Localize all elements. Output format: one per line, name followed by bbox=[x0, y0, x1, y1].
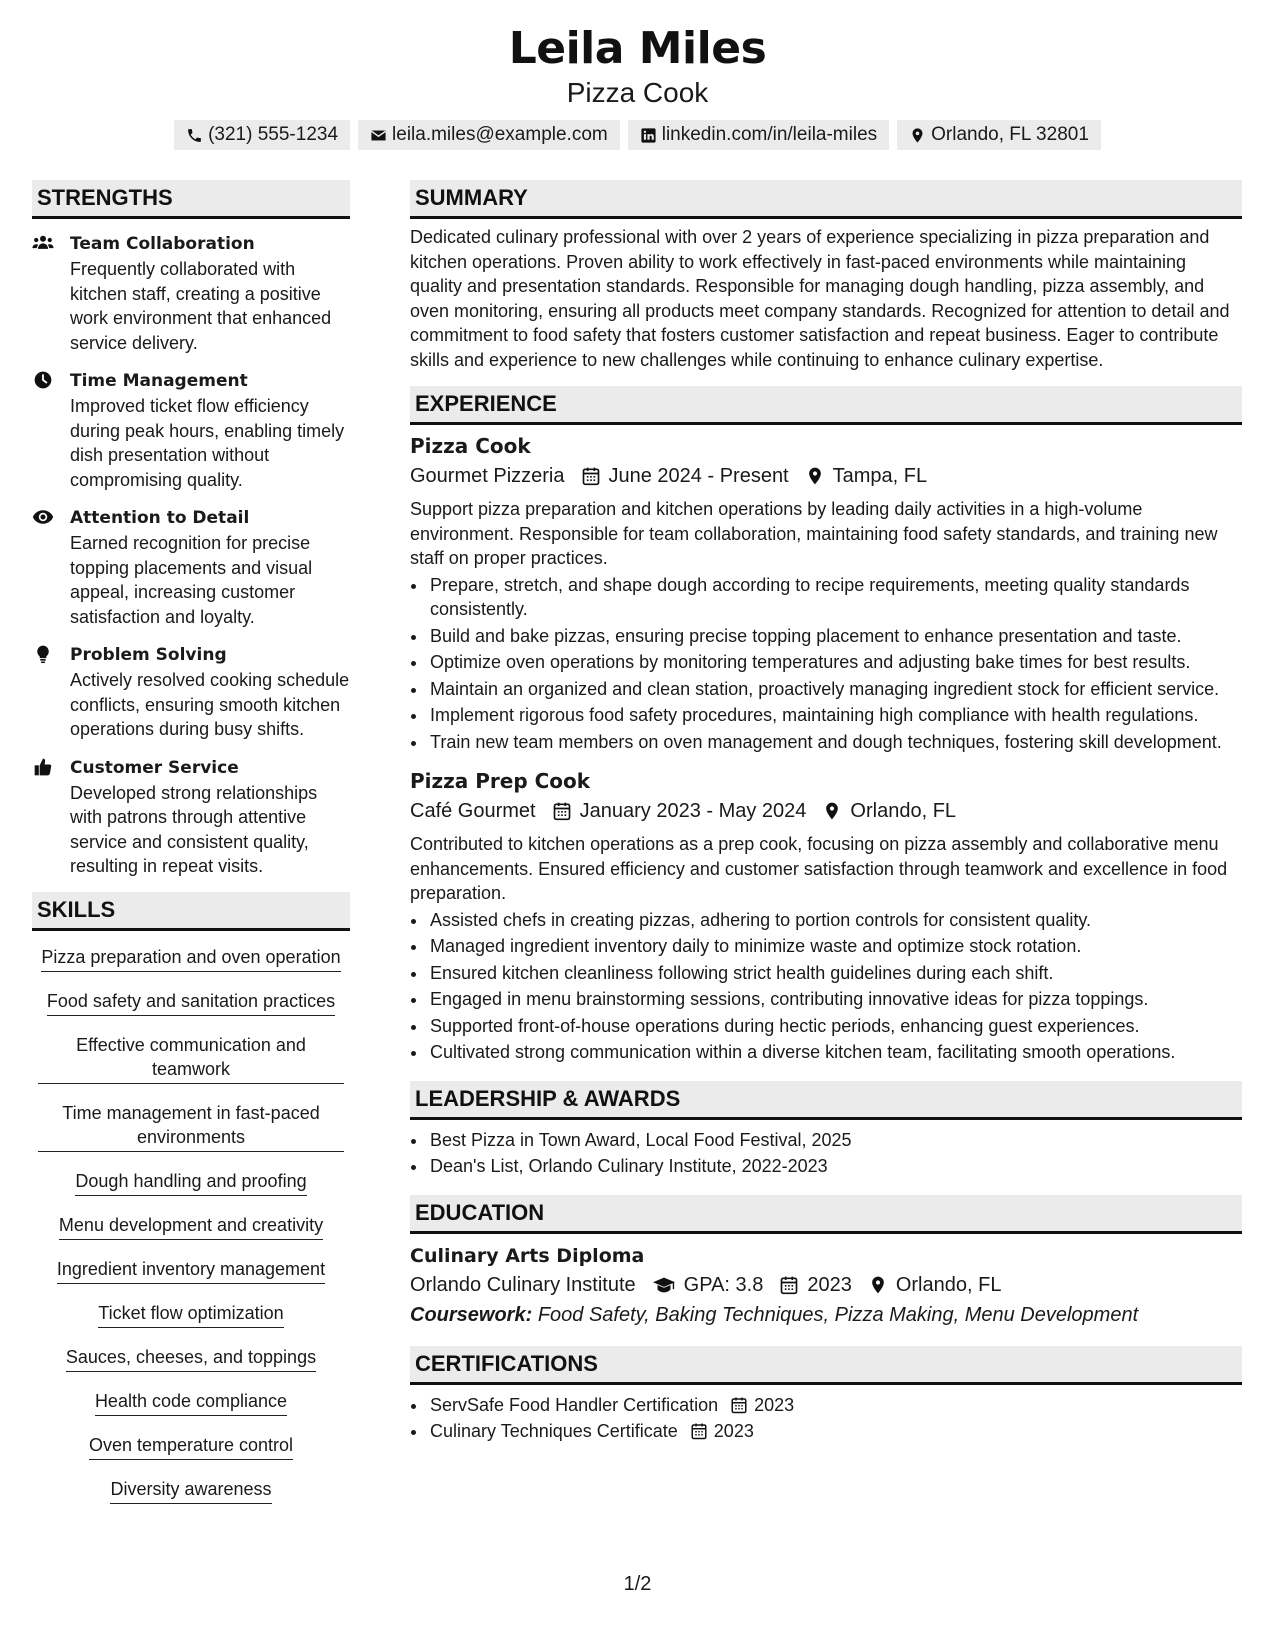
job-dates: January 2023 - May 2024 bbox=[579, 800, 807, 822]
skill-item: Menu development and creativity bbox=[59, 1213, 323, 1240]
skill-item: Pizza preparation and oven operation bbox=[41, 945, 340, 972]
education-heading: EDUCATION bbox=[410, 1195, 1242, 1234]
clock-icon bbox=[32, 370, 54, 390]
page-number: 1/2 bbox=[623, 1573, 652, 1595]
calendar-icon bbox=[581, 466, 601, 486]
phone-chip[interactable] bbox=[174, 120, 350, 150]
strength-item bbox=[32, 505, 350, 629]
certification-name: • ServSafe Food Handler Certification bbox=[430, 1394, 719, 1415]
resume-header bbox=[0, 22, 1275, 150]
strength-desc: Earned recognition for precise topping placements and visual appeal, increasing customer satisfaction and loyalty. bbox=[70, 533, 313, 627]
award-item: • Dean's List, Orlando Culinary Institute, 2022-2023 bbox=[428, 1154, 1242, 1179]
strength-desc: Improved ticket flow efficiency during peak hours, enabling timely dish presentation without compromising quality. bbox=[70, 396, 345, 490]
certification-name: • Culinary Techniques Certificate bbox=[430, 1421, 678, 1441]
linkedin-text: linkedin.com/in/leila-miles bbox=[661, 124, 878, 145]
job-description: Support pizza preparation and kitchen operations by leading daily activities in a high-volume environment. Responsible for team collaboration, maintaining food safety standards, and training new staff on proper practices. bbox=[410, 499, 1218, 568]
job-dates: June 2024 - Present bbox=[608, 465, 789, 487]
job-bullets bbox=[428, 573, 1242, 755]
skill-item: Time management in fast-paced environments bbox=[38, 1101, 344, 1152]
calendar-icon bbox=[730, 1396, 748, 1414]
map-pin-icon bbox=[822, 801, 842, 821]
job-bullet: • Build and bake pizzas, ensuring precise topping placement to enhance presentation and taste. bbox=[428, 624, 1242, 649]
candidate-role: Pizza Cook bbox=[566, 77, 709, 108]
coursework-label: Coursework: bbox=[410, 1303, 533, 1326]
lightbulb-icon bbox=[32, 644, 54, 664]
award-item: • Best Pizza in Town Award, Local Food Festival, 2025 bbox=[428, 1128, 1242, 1153]
skill-item: Health code compliance bbox=[95, 1389, 287, 1416]
phone-text: (321) 555-1234 bbox=[208, 124, 339, 145]
location-chip bbox=[897, 120, 1101, 150]
skill-item: Effective communication and teamwork bbox=[38, 1033, 344, 1084]
map-pin-icon bbox=[868, 1275, 888, 1295]
job-meta bbox=[410, 796, 1242, 826]
strength-item bbox=[32, 231, 350, 355]
skills-list bbox=[32, 945, 350, 1521]
job-bullet: • Supported front-of-house operations during hectic periods, enhancing guest experiences. bbox=[428, 1014, 1242, 1039]
certification-year: 2023 bbox=[754, 1394, 795, 1415]
job-bullet: • Optimize oven operations by monitoring temperatures and adjusting bake times for best results. bbox=[428, 650, 1242, 675]
summary-text: Dedicated culinary professional with over 2 years of experience specializing in pizza preparation and kitchen operations. Proven ability to work effectively in fast-paced environments while maintaining quality and presentation standards. Responsible for managing dough handling, pizza assembly, and oven monitoring, ensuring all products meet company standards. Recognized for attention to detail and commitment to food safety that fosters customer satisfaction and repeat business. Eager to contribute skills and experience to new challenges while continuing to enhance culinary expertise. bbox=[410, 227, 1230, 370]
certification-year: 2023 bbox=[713, 1421, 754, 1441]
skill-item: Ingredient inventory management bbox=[57, 1257, 325, 1284]
phone-icon bbox=[186, 127, 203, 144]
skill-item: Dough handling and proofing bbox=[75, 1169, 306, 1196]
graduation-cap-icon bbox=[652, 1275, 676, 1295]
strengths-list bbox=[32, 231, 350, 879]
thumbs-up-icon bbox=[32, 757, 54, 777]
skill-item: Oven temperature control bbox=[89, 1433, 293, 1460]
job-entry bbox=[410, 766, 1242, 1065]
skills-heading: SKILLS bbox=[32, 892, 350, 931]
skill-item: Diversity awareness bbox=[110, 1477, 271, 1504]
degree-title: Culinary Arts Diploma bbox=[410, 1244, 645, 1267]
education-meta bbox=[410, 1270, 1242, 1300]
strength-item bbox=[32, 755, 350, 879]
skill-item: Food safety and sanitation practices bbox=[47, 989, 335, 1016]
strength-title: Time Management bbox=[70, 371, 248, 391]
map-pin-icon bbox=[805, 466, 825, 486]
graduation-year: 2023 bbox=[807, 1273, 852, 1296]
contact-bar bbox=[0, 120, 1275, 150]
job-title: Pizza Cook bbox=[410, 434, 531, 458]
strength-item bbox=[32, 642, 350, 742]
job-company: Gourmet Pizzeria bbox=[410, 465, 565, 487]
users-icon bbox=[32, 233, 54, 253]
map-pin-icon bbox=[909, 127, 926, 144]
leadership-list bbox=[428, 1128, 1242, 1179]
calendar-icon bbox=[552, 801, 572, 821]
strength-desc: Frequently collaborated with kitchen staff, creating a positive work environment that enhanced service delivery. bbox=[70, 259, 332, 353]
job-bullet: • Engaged in menu brainstorming sessions, contributing innovative ideas for pizza toppings. bbox=[428, 987, 1242, 1012]
strengths-heading: STRENGTHS bbox=[32, 180, 350, 219]
strength-desc: Developed strong relationships with patrons through attentive service and consistent quality, resulting in repeat visits. bbox=[70, 782, 318, 876]
calendar-icon bbox=[779, 1275, 799, 1295]
job-location: Tampa, FL bbox=[832, 465, 928, 487]
strength-desc: Actively resolved cooking schedule conflicts, ensuring smooth kitchen operations during busy shifts. bbox=[70, 670, 350, 739]
summary-heading: SUMMARY bbox=[410, 180, 1242, 219]
job-bullet: • Managed ingredient inventory daily to minimize waste and optimize stock rotation. bbox=[428, 934, 1242, 959]
location-text: Orlando, FL 32801 bbox=[931, 124, 1089, 145]
right-column bbox=[410, 180, 1242, 1444]
job-title: Pizza Prep Cook bbox=[410, 769, 591, 793]
certifications-heading: CERTIFICATIONS bbox=[410, 1346, 1242, 1385]
certification-item bbox=[428, 1393, 1242, 1418]
strength-title: Customer Service bbox=[70, 757, 239, 778]
job-bullet: • Assisted chefs in creating pizzas, adhering to portion controls for consistent quality. bbox=[428, 908, 1242, 933]
job-bullet: • Cultivated strong communication within a diverse kitchen team, facilitating smooth operations. bbox=[428, 1040, 1242, 1065]
job-location: Orlando, FL bbox=[850, 800, 957, 822]
job-bullet: • Maintain an organized and clean station, proactively managing ingredient stock for efficient service. bbox=[428, 677, 1242, 702]
envelope-icon bbox=[370, 127, 387, 144]
eye-icon bbox=[32, 507, 54, 527]
strength-title: Team Collaboration bbox=[70, 234, 255, 254]
strength-title: Problem Solving bbox=[70, 645, 227, 665]
gpa-text: GPA: 3.8 bbox=[683, 1273, 764, 1296]
strength-title: Attention to Detail bbox=[70, 508, 250, 528]
job-bullets bbox=[428, 908, 1242, 1065]
job-entry bbox=[410, 431, 1242, 754]
job-company: Café Gourmet bbox=[410, 800, 536, 822]
coursework bbox=[410, 1300, 1242, 1330]
job-description: Contributed to kitchen operations as a prep cook, focusing on pizza assembly and collaborative menu enhancements. Ensured efficiency and customer satisfaction through teamwork and excellence in food preparation. bbox=[410, 834, 1228, 903]
left-column bbox=[32, 180, 350, 1521]
linkedin-chip[interactable] bbox=[628, 120, 889, 150]
email-chip[interactable] bbox=[358, 120, 620, 150]
email-text: leila.miles@example.com bbox=[392, 124, 608, 145]
strength-item bbox=[32, 368, 350, 492]
leadership-heading: LEADERSHIP & AWARDS bbox=[410, 1081, 1242, 1120]
job-bullet: • Ensured kitchen cleanliness following strict health guidelines during each shift. bbox=[428, 961, 1242, 986]
school-location: Orlando, FL bbox=[895, 1273, 1002, 1296]
job-bullet: • Prepare, stretch, and shape dough according to recipe requirements, meeting quality standards consistently. bbox=[428, 573, 1242, 622]
certifications-list bbox=[428, 1393, 1242, 1444]
calendar-icon bbox=[690, 1422, 708, 1440]
job-meta bbox=[410, 461, 1242, 491]
job-bullet: • Train new team members on oven management and dough techniques, fostering skill development. bbox=[428, 730, 1242, 755]
skill-item: Sauces, cheeses, and toppings bbox=[66, 1345, 316, 1372]
school-name: Orlando Culinary Institute bbox=[410, 1273, 636, 1296]
experience-heading: EXPERIENCE bbox=[410, 386, 1242, 425]
certification-item bbox=[428, 1419, 1242, 1444]
candidate-name: Leila Miles bbox=[508, 23, 767, 74]
coursework-list: Food Safety, Baking Techniques, Pizza Making, Menu Development bbox=[537, 1303, 1139, 1326]
skill-item: Ticket flow optimization bbox=[98, 1301, 283, 1328]
job-bullet: • Implement rigorous food safety procedures, maintaining high compliance with health regulations. bbox=[428, 703, 1242, 728]
linkedin-icon bbox=[640, 127, 657, 144]
